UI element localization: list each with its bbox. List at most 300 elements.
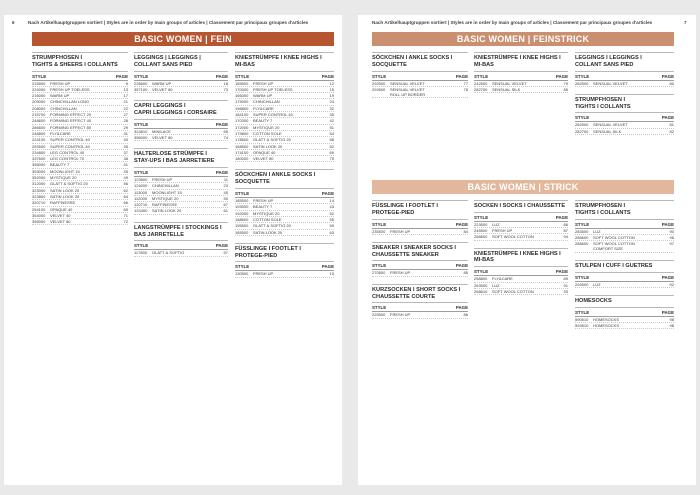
article-name: CHINCHILLAN LONG <box>50 99 90 105</box>
article-name: SUPER CONTROL 40 <box>50 137 90 143</box>
article-name: VELVET 80 <box>253 156 274 162</box>
page-column-header: PAGE <box>321 73 334 79</box>
style-code: 215700 <box>32 112 46 118</box>
page-number: 59 <box>329 223 334 229</box>
table-row <box>235 271 334 277</box>
table-header <box>372 263 468 270</box>
page-number: 85 <box>463 270 468 276</box>
article-name: BEAUTY 7 <box>253 204 273 210</box>
article-name: MOONLIGHT 15 <box>152 189 182 195</box>
style-code: 245500 <box>474 228 488 234</box>
style-code: 355000 <box>32 162 46 168</box>
style-code: 292600 <box>372 86 386 92</box>
article-name: SENSUAL VELVET <box>593 122 628 128</box>
style-code: 172000 <box>235 124 249 130</box>
right-header-text: Nach Artikelhauptgruppen sortiert | Styles are in order by main groups of articles | Classement par principaux groupes d'articles <box>372 20 653 25</box>
style-code: 248600 <box>32 118 46 124</box>
article-name: SUPER CONTROL 40 <box>50 143 90 149</box>
article-name: VELVET 80 <box>50 219 71 225</box>
page-number: 72 <box>123 219 128 225</box>
section-kurzsocken-i-short-socks-i <box>372 284 468 319</box>
section-leggings-leggings <box>134 52 228 93</box>
style-code: 112000 <box>134 195 148 201</box>
style-code: 216000 <box>32 93 46 99</box>
style-code: 293500 <box>575 281 589 287</box>
style-code: 286600 <box>32 124 46 130</box>
page-number: 56 <box>123 181 128 187</box>
section-title: CAPRI LEGGINGS I CAPRI LEGGINGS I CORSAIRE <box>134 100 228 120</box>
page-number: 27 <box>123 112 128 118</box>
page-number: 71 <box>123 212 128 218</box>
section-kniestr-mpfe-i-knee-highs-i <box>474 248 568 295</box>
style-code: 356000 <box>134 135 148 141</box>
page-column-header: PAGE <box>455 221 468 227</box>
page-number: 35 <box>123 143 128 149</box>
page-number: 75 <box>329 156 334 162</box>
article-name: COTTON SOLE <box>253 216 282 222</box>
table-header <box>32 74 128 81</box>
page-number: 9 <box>125 80 128 86</box>
style-code: 320710 <box>32 200 46 206</box>
page-number: 24 <box>329 99 334 105</box>
page-column-header: PAGE <box>661 274 674 280</box>
article-name: SOFT WOOL COTTON <box>492 234 534 240</box>
page-number: 37 <box>123 149 128 155</box>
section-title: KURZSOCKEN I SHORT SOCKS I CHAUSSETTE COURTE <box>372 284 468 304</box>
article-name: SENSUAL VELVET ROLL UP BORDER <box>390 86 426 98</box>
page-column-header: PAGE <box>455 305 468 311</box>
section-title: KNIESTRÜMPFE I KNEE HIGHS I MI-BAS <box>235 52 334 72</box>
style-code: 170000 <box>235 86 249 92</box>
style-code: 248800 <box>32 130 46 136</box>
page-number: 43 <box>329 204 334 210</box>
style-code: 292500 <box>372 80 386 86</box>
section-title: STRUMPFHOSEN I TIGHTS & SHEERS I COLLANTS <box>32 52 128 72</box>
page-number: 87 <box>563 228 568 234</box>
style-code: 282700 <box>474 86 488 92</box>
style-code: 324810 <box>134 128 148 134</box>
right-page <box>358 15 696 485</box>
article-name: HOMESOCKS <box>593 316 620 322</box>
style-code: 263500 <box>474 282 488 288</box>
table-header <box>575 310 674 317</box>
article-name: GLATT & SOFTIG 20 <box>50 181 88 187</box>
section-title: HOMESOCKS <box>575 295 674 308</box>
table-header <box>134 170 228 177</box>
article-name: GLATT & SOFTIG <box>152 250 185 256</box>
section-title: STRUMPFHOSEN I TIGHTS I COLLANTS <box>575 200 674 220</box>
page-column-header: PAGE <box>661 115 674 121</box>
page-number: 86 <box>463 312 468 318</box>
style-code: 195500 <box>235 223 249 229</box>
section-leggings-i-leggings-i <box>575 52 674 87</box>
style-code: 168500 <box>235 143 249 149</box>
style-column-header: STYLE <box>235 191 250 197</box>
style-code: 258600 <box>474 234 488 240</box>
article-name: MINILACE <box>152 128 171 134</box>
page-number: 85 <box>563 86 568 92</box>
style-code: 123500 <box>134 176 148 182</box>
table-row <box>134 135 228 141</box>
page-number: 45 <box>123 168 128 174</box>
article-name: SENSUAL SILK <box>593 128 622 134</box>
style-column-header: STYLE <box>134 243 149 249</box>
page-column-header: PAGE <box>215 73 228 79</box>
table-row <box>372 229 468 235</box>
article-name: MYSTIQUE 20 <box>50 175 77 181</box>
style-code: 268610 <box>474 288 488 294</box>
style-code: 165500 <box>235 80 249 86</box>
section-socken-i-socks-i-chaussette <box>474 200 568 241</box>
section-kniestr-mpfe-i-knee-highs-i <box>235 52 334 162</box>
style-column-header: STYLE <box>575 274 590 280</box>
article-name: LUZ <box>593 281 601 287</box>
page-number: 34 <box>123 137 128 143</box>
style-code: 198800 <box>235 105 249 111</box>
page-number: 35 <box>329 112 334 118</box>
style-code: 354000 <box>32 212 46 218</box>
style-column-header: STYLE <box>575 115 590 121</box>
banner-basic-women-strick: BASIC WOMEN | STRICK <box>372 180 674 194</box>
section-halterlose-str-mpfe-i <box>134 148 228 214</box>
style-code: 223500 <box>474 221 488 227</box>
style-code: 130500 <box>235 271 249 277</box>
style-code: 178600 <box>235 137 249 143</box>
style-code: 357100 <box>134 86 148 92</box>
page-number: 49 <box>123 175 128 181</box>
style-code: 242500 <box>474 80 488 86</box>
page-number: 84 <box>463 228 468 234</box>
style-column-header: STYLE <box>372 263 387 269</box>
section-f-sslinge-i-footlet-i <box>235 243 334 278</box>
page-number: 12 <box>329 80 334 86</box>
article-name: FRESH UP <box>390 228 411 234</box>
table-header <box>474 269 568 276</box>
article-name: VELVET 40 <box>50 212 71 218</box>
style-code: 253500 <box>32 143 46 149</box>
page-column-header: PAGE <box>661 73 674 79</box>
left-page <box>4 15 342 485</box>
article-name: GLATT & SOFTIG 20 <box>253 223 291 229</box>
article-name: FRESH UP <box>253 271 274 277</box>
table-row <box>235 230 334 236</box>
section-title: KNIESTRÜMPFE I KNEE HIGHS I MI-BAS <box>474 52 568 72</box>
page-column-header: PAGE <box>661 309 674 315</box>
section-strumpfhosen-i <box>32 52 128 225</box>
left-column-3 <box>235 52 334 285</box>
article-name: CHINCHILLAN <box>152 183 179 189</box>
article-name: SATIN LOOK 20 <box>152 208 182 214</box>
page-number: 18 <box>223 80 228 86</box>
page-number: 14 <box>329 198 334 204</box>
article-name: GLATT & SOFTIG 20 <box>253 137 291 143</box>
style-code: 180000 <box>235 156 249 162</box>
style-code: 323000 <box>32 187 46 193</box>
style-column-header: STYLE <box>474 73 489 79</box>
table-row <box>372 270 468 276</box>
page-number: 61 <box>223 208 228 214</box>
article-name: SATIN LOOK 20 <box>253 229 283 235</box>
article-name: LEG CONTROL 40 <box>50 149 85 155</box>
style-code: 355000 <box>32 219 46 225</box>
left-column-2 <box>134 52 228 264</box>
article-name: WARM UP <box>50 93 70 99</box>
section-strumpfhosen-i <box>575 94 674 135</box>
article-name: LUZ <box>593 228 601 234</box>
style-code: 113000 <box>134 189 148 195</box>
section-title: STRUMPFHOSEN I TIGHTS I COLLANTS <box>575 94 674 114</box>
article-name: FRESH UP <box>253 198 274 204</box>
table-header <box>235 264 334 271</box>
page-number: 77 <box>463 80 468 86</box>
style-code: 174100 <box>235 149 249 155</box>
table-header <box>372 222 468 229</box>
page-column-header: PAGE <box>455 263 468 269</box>
article-name: SATIN LOOK 20 <box>50 187 80 193</box>
section-title: STULPEN I CUFF I GUETRES <box>575 260 674 273</box>
page-number: 86 <box>563 221 568 227</box>
article-name: FRESH UP TOELESS <box>253 86 293 92</box>
page-number: 97 <box>669 241 674 247</box>
page-column-header: PAGE <box>661 221 674 227</box>
page-column-header: PAGE <box>115 73 128 79</box>
style-code: 184100 <box>235 112 249 118</box>
article-name: MYSTIQUE 20 <box>253 210 280 216</box>
style-column-header: STYLE <box>474 269 489 275</box>
page-number: 42 <box>329 118 334 124</box>
style-code: 224000 <box>32 86 46 92</box>
page-number: 15 <box>329 271 334 277</box>
article-name: FORMING EFFECT 80 <box>50 124 92 130</box>
page-number: 21 <box>123 99 128 105</box>
style-code: 209000 <box>32 99 46 105</box>
table-row <box>575 81 674 87</box>
section-title: LEGGINGS I LEGGINGS I COLLANT SANS PIED <box>575 52 674 72</box>
page-number: 57 <box>223 250 228 256</box>
page-column-header: PAGE <box>215 243 228 249</box>
article-name: CHINCHILLAN <box>253 99 280 105</box>
page-number: 98 <box>669 322 674 328</box>
page-number: 98 <box>669 316 674 322</box>
page-column-header: PAGE <box>455 73 468 79</box>
article-name: FLY&CARE <box>253 105 274 111</box>
page-number: 13 <box>123 86 128 92</box>
section-sneaker-i-sneaker-socks-i <box>372 242 468 277</box>
page-number: 81 <box>669 122 674 128</box>
style-code: 170300 <box>235 118 249 124</box>
article-name: SUPER CONTROL 40 <box>253 112 293 118</box>
article-name: RAFFINESSE <box>50 200 76 206</box>
style-code: 286600 <box>575 241 589 247</box>
table-row <box>474 234 568 240</box>
page-number: 62 <box>329 143 334 149</box>
page-column-header: PAGE <box>555 269 568 275</box>
right-page-number: 7 <box>684 20 687 25</box>
style-code: 254100 <box>32 206 46 212</box>
table-row <box>32 219 128 225</box>
table-header <box>474 215 568 222</box>
article-name: OPAQUE 40 <box>50 206 73 212</box>
style-code: 224100 <box>32 137 46 143</box>
table-header <box>134 243 228 250</box>
style-column-header: STYLE <box>134 121 149 127</box>
style-column-header: STYLE <box>235 73 250 79</box>
page-column-header: PAGE <box>215 169 228 175</box>
style-code: 226600 <box>134 80 148 86</box>
table-row <box>575 241 674 253</box>
style-code: 337600 <box>32 156 46 162</box>
section-s-ckchen-i-ankle-socks-i <box>372 52 468 98</box>
section-title: SOCKEN I SOCKS I CHAUSSETTE <box>474 200 568 213</box>
article-name: BEAUTY 7 <box>50 162 70 168</box>
table-header <box>372 74 468 81</box>
article-name: MYSTIQUE 20 <box>253 124 280 130</box>
table-row <box>134 87 228 93</box>
article-name: MOONLIGHT 15 <box>50 168 80 174</box>
section-stulpen-i-cuff-i-guetres <box>575 260 674 288</box>
page-number: 78 <box>463 86 468 92</box>
page-number: 19 <box>329 93 334 99</box>
style-code: 283500 <box>575 228 589 234</box>
page-number: 28 <box>123 118 128 124</box>
page-number: 67 <box>223 202 228 208</box>
section-title: HALTERLOSE STRÜMPFE I STAY-UPS I BAS JARRETIERE <box>134 148 228 168</box>
article-name: FRESH UP <box>50 80 71 86</box>
style-column-header: STYLE <box>575 221 590 227</box>
table-row <box>134 250 228 256</box>
style-code: 353000 <box>32 168 46 174</box>
style-code: 234800 <box>32 149 46 155</box>
style-column-header: STYLE <box>134 169 149 175</box>
right-bottom-column-3 <box>575 200 674 336</box>
style-column-header: STYLE <box>372 73 387 79</box>
style-column-header: STYLE <box>372 305 387 311</box>
article-name: FRESH UP <box>152 176 173 182</box>
style-code: 215500 <box>32 80 46 86</box>
page-column-header: PAGE <box>555 73 568 79</box>
page-column-header: PAGE <box>321 191 334 197</box>
table-row <box>235 156 334 162</box>
section-title: SNEAKER I SNEAKER SOCKS I CHAUSSETTE SNEAKER <box>372 242 468 262</box>
article-name: SOFT WOOL COTTON <box>593 234 635 240</box>
section-title: FÜSSLINGE I FOOTLET I PROTEGE-PIED <box>235 243 334 263</box>
article-name: MYSTIQUE 20 <box>152 195 179 201</box>
right-bottom-column-2 <box>474 200 568 302</box>
article-name: FRESH UP <box>253 80 274 86</box>
table-row <box>474 87 568 93</box>
page-number: 29 <box>123 124 128 130</box>
article-name: SENSUAL SILK <box>492 86 521 92</box>
article-name: FRESH UP <box>390 312 411 318</box>
style-code: 593510 <box>575 322 589 328</box>
article-name: LUZ <box>492 282 500 288</box>
style-column-header: STYLE <box>575 309 590 315</box>
left-column-1 <box>32 52 128 232</box>
page-number: 50 <box>223 195 228 201</box>
section-title: LANGSTRÜMPFE I STOCKINGS I BAS JARRETELLE <box>134 222 228 242</box>
table-header <box>575 222 674 229</box>
table-header <box>134 122 228 129</box>
table-row <box>575 323 674 329</box>
table-header <box>372 305 468 312</box>
page-column-header: PAGE <box>215 121 228 127</box>
page-number: 96 <box>669 234 674 240</box>
table-header <box>134 74 228 81</box>
table-row <box>372 312 468 318</box>
table-header <box>575 115 674 122</box>
page-column-header: PAGE <box>321 264 334 270</box>
page-number: 89 <box>563 276 568 282</box>
page-number: 90 <box>669 228 674 234</box>
style-code: 282700 <box>575 128 589 134</box>
style-code: 258800 <box>474 276 488 282</box>
left-page-header <box>4 20 342 28</box>
style-code: 286600 <box>575 234 589 240</box>
section-title: FÜSSLINGE I FOOTLET I PROTEGE-PIED <box>372 200 468 220</box>
style-code: 179800 <box>235 130 249 136</box>
article-name: SENSUAL VELVET <box>492 80 527 86</box>
style-column-header: STYLE <box>235 264 250 270</box>
article-name: SENSUAL VELVET <box>390 80 425 86</box>
style-column-header: STYLE <box>32 73 47 79</box>
page-number: 52 <box>329 210 334 216</box>
style-code: 312000 <box>32 181 46 187</box>
left-header-text: Nach Artikelhauptgruppen sortiert | Styles are in order by main groups of articles | Classement par principaux groupes d'articles <box>28 20 309 25</box>
style-code: 124000 <box>134 183 148 189</box>
page-number: 74 <box>223 135 228 141</box>
article-name: FRESH UP TOELESS <box>50 86 90 92</box>
table-header <box>575 74 674 81</box>
page-number: 63 <box>329 229 334 235</box>
section-title: LEGGINGS | LEGGINGS | COLLANT SANS PIED <box>134 52 228 72</box>
page-number: 11 <box>223 176 228 182</box>
section-capri-leggings-i <box>134 100 228 141</box>
table-row <box>575 129 674 135</box>
article-name: FRESH UP <box>390 270 411 276</box>
page-number: 45 <box>223 189 228 195</box>
page-number: 91 <box>563 282 568 288</box>
page-number: 94 <box>563 234 568 240</box>
article-name: BEAUTY 7 <box>253 118 273 124</box>
page-number: 80 <box>669 80 674 86</box>
style-code: 225500 <box>372 312 386 318</box>
style-code: 208000 <box>32 105 46 111</box>
page-number: 38 <box>123 156 128 162</box>
style-code: 185500 <box>235 198 249 204</box>
banner-basic-women-feinstrick: BASIC WOMEN | FEINSTRICK <box>372 32 674 46</box>
table-row <box>474 289 568 295</box>
style-code: 270500 <box>372 270 386 276</box>
table-header <box>474 74 568 81</box>
style-code: 323800 <box>32 193 46 199</box>
page-number: 58 <box>329 137 334 143</box>
page-number: 41 <box>123 162 128 168</box>
style-column-header: STYLE <box>372 221 387 227</box>
article-name: VELVET 80 <box>152 135 173 141</box>
article-name: SATIN LOOK 20 <box>253 143 283 149</box>
page-number: 65 <box>223 128 228 134</box>
style-code: 282500 <box>575 122 589 128</box>
style-code: 192000 <box>235 210 249 216</box>
section-title: SÖCKCHEN I ANKLE SOCKS I SOCQUETTE <box>372 52 468 72</box>
style-code: 179000 <box>235 99 249 105</box>
page-number: 32 <box>329 105 334 111</box>
style-code: 124400 <box>134 208 148 214</box>
section-kniestr-mpfe-i-knee-highs-i <box>474 52 568 93</box>
article-name: COTTON SOLE <box>253 130 282 136</box>
style-code: 352000 <box>32 175 46 181</box>
right-top-column-2 <box>474 52 568 100</box>
